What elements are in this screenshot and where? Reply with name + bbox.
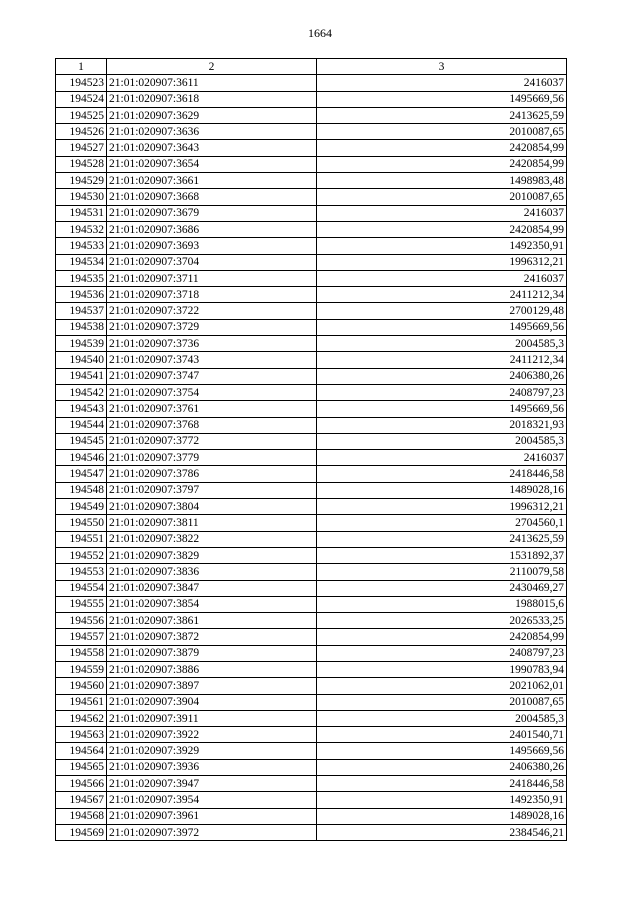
value-cell: 2416037 [317,450,567,466]
table-row [56,75,567,91]
cadastral-number-cell: 21:01:020907:3829 [107,547,317,563]
table-row [56,694,567,710]
value-cell: 1988015,6 [317,596,567,612]
row-number-cell: 194541 [56,368,107,384]
row-number-cell: 194559 [56,661,107,677]
value-cell: 2004585,3 [317,433,567,449]
table-body [56,75,567,841]
cadastral-number-cell: 21:01:020907:3797 [107,482,317,498]
row-number-cell: 194525 [56,107,107,123]
table-row [56,564,567,580]
cadastral-number-cell: 21:01:020907:3693 [107,238,317,254]
cadastral-number-cell: 21:01:020907:3768 [107,417,317,433]
cadastral-number-cell: 21:01:020907:3786 [107,466,317,482]
table-row [56,205,567,221]
cadastral-number-cell: 21:01:020907:3879 [107,645,317,661]
cadastral-number-cell: 21:01:020907:3743 [107,352,317,368]
row-number-cell: 194532 [56,221,107,237]
table-row [56,743,567,759]
row-number-cell: 194548 [56,482,107,498]
cadastral-number-cell: 21:01:020907:3911 [107,710,317,726]
table-row [56,499,567,515]
cadastral-number-cell: 21:01:020907:3643 [107,140,317,156]
cadastral-number-cell: 21:01:020907:3754 [107,384,317,400]
value-cell: 2004585,3 [317,336,567,352]
value-cell: 1996312,21 [317,254,567,270]
value-cell: 2010087,65 [317,694,567,710]
table-row [56,319,567,335]
table-row [56,808,567,824]
table-row [56,776,567,792]
row-number-cell: 194533 [56,238,107,254]
value-cell: 1495669,56 [317,401,567,417]
row-number-cell: 194552 [56,547,107,563]
cadastral-number-cell: 21:01:020907:3904 [107,694,317,710]
value-cell: 2430469,27 [317,580,567,596]
row-number-cell: 194562 [56,710,107,726]
value-cell: 2416037 [317,205,567,221]
cadastral-number-cell: 21:01:020907:3668 [107,189,317,205]
table-row [56,270,567,286]
cadastral-number-cell: 21:01:020907:3661 [107,173,317,189]
value-cell: 2411212,34 [317,287,567,303]
cadastral-number-cell: 21:01:020907:3736 [107,336,317,352]
value-cell: 2021062,01 [317,678,567,694]
table-row [56,824,567,840]
table-row [56,140,567,156]
row-number-cell: 194535 [56,270,107,286]
row-number-cell: 194558 [56,645,107,661]
row-number-cell: 194542 [56,384,107,400]
cadastral-number-cell: 21:01:020907:3897 [107,678,317,694]
value-cell: 1495669,56 [317,91,567,107]
row-number-cell: 194528 [56,156,107,172]
table-row [56,336,567,352]
cadastral-number-cell: 21:01:020907:3772 [107,433,317,449]
table-row [56,661,567,677]
row-number-cell: 194531 [56,205,107,221]
value-cell: 2408797,23 [317,645,567,661]
value-cell: 2384546,21 [317,824,567,840]
cadastral-number-cell: 21:01:020907:3761 [107,401,317,417]
cadastral-number-cell: 21:01:020907:3836 [107,564,317,580]
column-header-1: 1 [56,59,107,75]
cadastral-number-cell: 21:01:020907:3722 [107,303,317,319]
cadastral-number-cell: 21:01:020907:3679 [107,205,317,221]
cadastral-number-cell: 21:01:020907:3618 [107,91,317,107]
value-cell: 2408797,23 [317,384,567,400]
table-row [56,482,567,498]
table-row [56,107,567,123]
value-cell: 2418446,58 [317,776,567,792]
row-number-cell: 194550 [56,515,107,531]
value-cell: 1489028,16 [317,482,567,498]
registry-table [55,58,567,841]
table-row [56,596,567,612]
value-cell: 2004585,3 [317,710,567,726]
value-cell: 1495669,56 [317,319,567,335]
row-number-cell: 194564 [56,743,107,759]
cadastral-number-cell: 21:01:020907:3972 [107,824,317,840]
row-number-cell: 194549 [56,499,107,515]
table-row [56,580,567,596]
column-header-3: 3 [317,59,567,75]
row-number-cell: 194523 [56,75,107,91]
cadastral-number-cell: 21:01:020907:3711 [107,270,317,286]
value-cell: 2411212,34 [317,352,567,368]
table-row [56,124,567,140]
value-cell: 1495669,56 [317,743,567,759]
table-row [56,759,567,775]
cadastral-number-cell: 21:01:020907:3611 [107,75,317,91]
table-row [56,401,567,417]
row-number-cell: 194543 [56,401,107,417]
value-cell: 1996312,21 [317,499,567,515]
row-number-cell: 194547 [56,466,107,482]
cadastral-number-cell: 21:01:020907:3872 [107,629,317,645]
column-header-2: 2 [107,59,317,75]
table-row [56,515,567,531]
value-cell: 2026533,25 [317,613,567,629]
row-number-cell: 194529 [56,173,107,189]
cadastral-number-cell: 21:01:020907:3854 [107,596,317,612]
row-number-cell: 194534 [56,254,107,270]
row-number-cell: 194544 [56,417,107,433]
table-row [56,417,567,433]
cadastral-number-cell: 21:01:020907:3822 [107,531,317,547]
value-cell: 1531892,37 [317,547,567,563]
value-cell: 2420854,99 [317,221,567,237]
row-number-cell: 194524 [56,91,107,107]
value-cell: 2413625,59 [317,531,567,547]
row-number-cell: 194526 [56,124,107,140]
cadastral-number-cell: 21:01:020907:3629 [107,107,317,123]
row-number-cell: 194566 [56,776,107,792]
cadastral-number-cell: 21:01:020907:3847 [107,580,317,596]
cadastral-number-cell: 21:01:020907:3686 [107,221,317,237]
cadastral-number-cell: 21:01:020907:3954 [107,792,317,808]
value-cell: 2704560,1 [317,515,567,531]
row-number-cell: 194555 [56,596,107,612]
table-row [56,710,567,726]
cadastral-number-cell: 21:01:020907:3804 [107,499,317,515]
value-cell: 2406380,26 [317,759,567,775]
value-cell: 2010087,65 [317,189,567,205]
row-number-cell: 194537 [56,303,107,319]
cadastral-number-cell: 21:01:020907:3729 [107,319,317,335]
cadastral-number-cell: 21:01:020907:3811 [107,515,317,531]
cadastral-number-cell: 21:01:020907:3929 [107,743,317,759]
table-row [56,368,567,384]
table-row [56,303,567,319]
row-number-cell: 194557 [56,629,107,645]
cadastral-number-cell: 21:01:020907:3654 [107,156,317,172]
value-cell: 2420854,99 [317,629,567,645]
row-number-cell: 194540 [56,352,107,368]
table-row [56,384,567,400]
table-row [56,645,567,661]
table-row [56,629,567,645]
table-row [56,189,567,205]
table-row [56,238,567,254]
row-number-cell: 194538 [56,319,107,335]
page-number: 1664 [308,26,332,40]
value-cell: 2010087,65 [317,124,567,140]
table-row [56,613,567,629]
table-row [56,792,567,808]
value-cell: 2418446,58 [317,466,567,482]
value-cell: 2401540,71 [317,727,567,743]
table-row [56,678,567,694]
cadastral-number-cell: 21:01:020907:3779 [107,450,317,466]
row-number-cell: 194556 [56,613,107,629]
cadastral-number-cell: 21:01:020907:3886 [107,661,317,677]
table-row [56,221,567,237]
value-cell: 2420854,99 [317,156,567,172]
cadastral-number-cell: 21:01:020907:3718 [107,287,317,303]
row-number-cell: 194561 [56,694,107,710]
table-row [56,91,567,107]
table-row [56,727,567,743]
value-cell: 2416037 [317,270,567,286]
table-row [56,352,567,368]
table-row [56,173,567,189]
cadastral-number-cell: 21:01:020907:3936 [107,759,317,775]
cadastral-number-cell: 21:01:020907:3922 [107,727,317,743]
value-cell: 1492350,91 [317,238,567,254]
value-cell: 2018321,93 [317,417,567,433]
cadastral-number-cell: 21:01:020907:3947 [107,776,317,792]
value-cell: 2110079,58 [317,564,567,580]
row-number-cell: 194567 [56,792,107,808]
value-cell: 1498983,48 [317,173,567,189]
row-number-cell: 194530 [56,189,107,205]
row-number-cell: 194539 [56,336,107,352]
value-cell: 2413625,59 [317,107,567,123]
cadastral-number-cell: 21:01:020907:3747 [107,368,317,384]
row-number-cell: 194568 [56,808,107,824]
table-row [56,254,567,270]
row-number-cell: 194527 [56,140,107,156]
table-row [56,531,567,547]
table-row [56,287,567,303]
row-number-cell: 194551 [56,531,107,547]
row-number-cell: 194569 [56,824,107,840]
table-row [56,547,567,563]
value-cell: 1492350,91 [317,792,567,808]
value-cell: 1489028,16 [317,808,567,824]
row-number-cell: 194545 [56,433,107,449]
value-cell: 2420854,99 [317,140,567,156]
row-number-cell: 194565 [56,759,107,775]
table-header-row [56,59,567,75]
cadastral-number-cell: 21:01:020907:3961 [107,808,317,824]
row-number-cell: 194536 [56,287,107,303]
row-number-cell: 194560 [56,678,107,694]
value-cell: 2406380,26 [317,368,567,384]
value-cell: 2700129,48 [317,303,567,319]
row-number-cell: 194554 [56,580,107,596]
cadastral-number-cell: 21:01:020907:3704 [107,254,317,270]
value-cell: 1990783,94 [317,661,567,677]
row-number-cell: 194553 [56,564,107,580]
cadastral-number-cell: 21:01:020907:3861 [107,613,317,629]
value-cell: 2416037 [317,75,567,91]
row-number-cell: 194546 [56,450,107,466]
cadastral-number-cell: 21:01:020907:3636 [107,124,317,140]
row-number-cell: 194563 [56,727,107,743]
table-row [56,450,567,466]
table-row [56,433,567,449]
table-row [56,156,567,172]
table-row [56,466,567,482]
